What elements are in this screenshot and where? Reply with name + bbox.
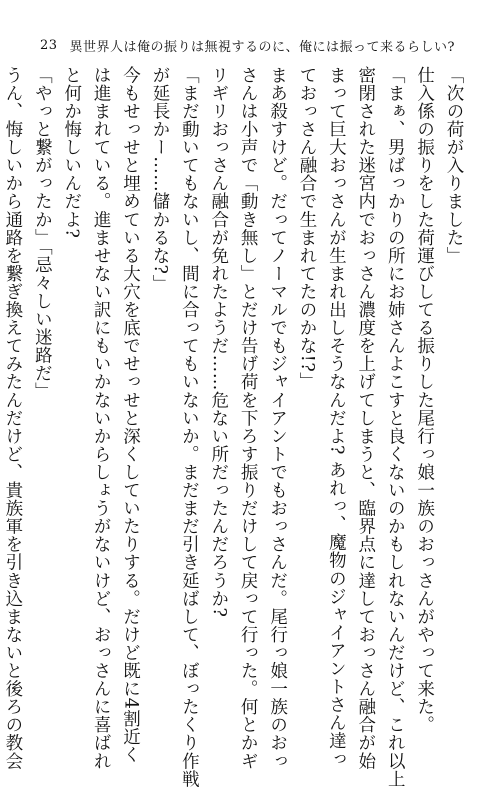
text-line: 「まだ動いてもないし、間に合ってもいないか。まだまだ引き延ばして、ぼったくり作戦	[179, 66, 200, 788]
text-line: 「やっと繋がったか」「忌々しい迷路だ」	[32, 66, 53, 401]
text-line: 「次の荷が入りました」	[444, 66, 464, 265]
text-line: が延長かー……儲かるな?」	[149, 66, 170, 293]
text-line: リギリおっさん融合が免れたようだ……危ない所だったんだろうか?	[208, 66, 229, 618]
text-line: まあ殺すけど。だってノーマルでもジャイアントでもおっさんだ。尾行っ娘一族のおっ	[267, 66, 288, 770]
body-text	[2, 66, 468, 788]
page-header	[30, 34, 470, 56]
text-line: 今もせっせと埋めている大穴を底でせっせと深くしていたりする。だけど既に4割近く	[120, 66, 141, 764]
text-line: さんは小声で「動き無し」とだけ告げ荷を下ろす振りだけして戻って行った。何とかギ	[238, 66, 259, 770]
text-line: うん、悔しいから通路を繋ぎ換えてみたんだけど、貴族軍を引き込まないと後ろの教会	[2, 66, 23, 770]
page-number: 23	[40, 37, 58, 53]
text-line: 密閉された迷宮内でおっさん濃度を上げてしまうと、臨界点に達しておっさん融合が始	[355, 66, 376, 770]
text-line: まって巨大おっさんが生まれ出しそうなんだよ? あれっ、魔物のジャイアントさん達っ	[326, 66, 347, 768]
running-title: 異世界人は俺の振りは無視するのに、俺には振って来るらしい?	[69, 39, 456, 55]
text-line: 仕入係の振りをした荷運びしてる振りした尾行っ娘一族のおっさんがやって来た。	[414, 66, 435, 734]
text-line: は進まれている。進ませない訳にもいかないからしょうがないけど、おっさんに喜ばれ	[91, 66, 112, 770]
text-line: ておっさん融合で生まれてたのかな!?」	[296, 66, 317, 391]
text-line: と何か悔しいんだよ?	[61, 66, 82, 239]
text-line: 「まぁ、男ばっかりの所にお姉さんよこすと良くないのかもしれないんだけど、これ以上	[385, 66, 406, 788]
